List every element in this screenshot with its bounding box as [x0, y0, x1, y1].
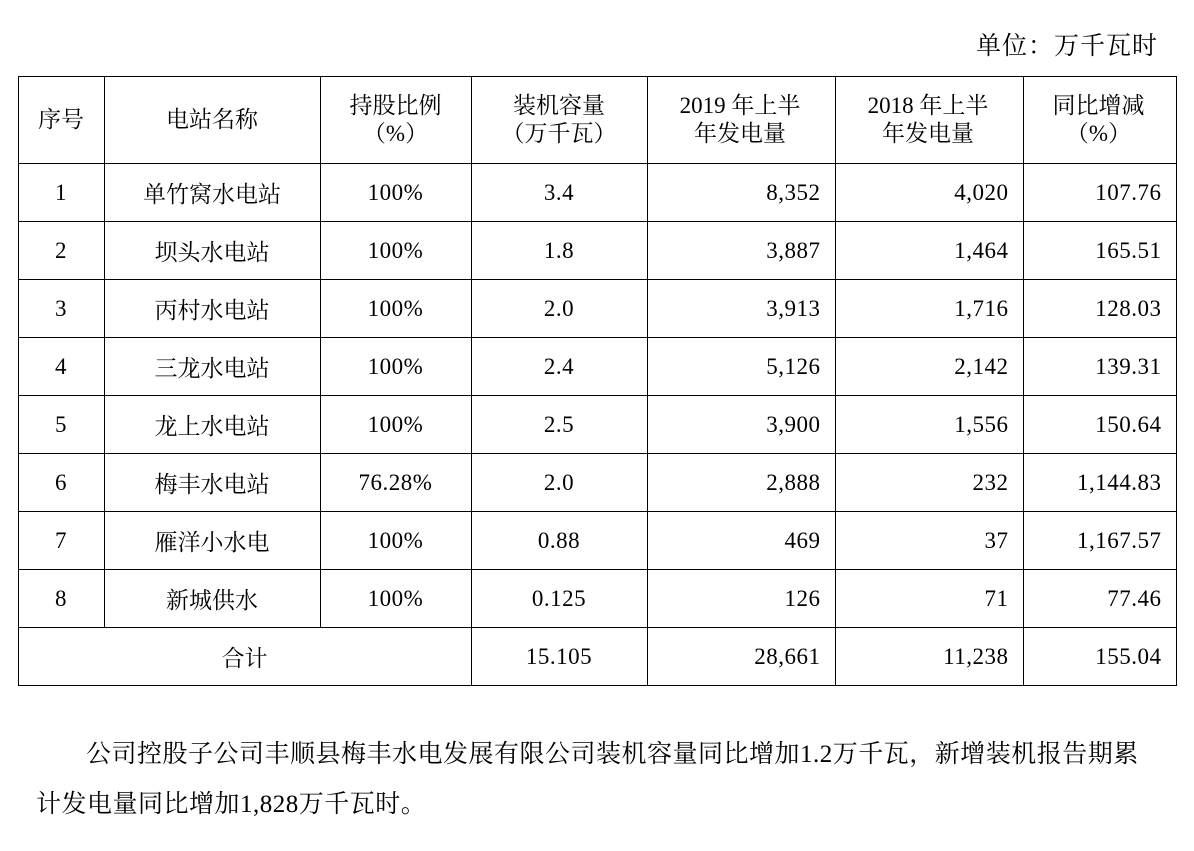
table-row [18, 222, 1176, 280]
cell-station-name: 单竹窝水电站 [104, 164, 320, 222]
cell-index: 3 [18, 280, 104, 338]
table-row [18, 570, 1176, 628]
power-station-table [18, 76, 1177, 686]
header-station-name [104, 77, 320, 164]
cell-capacity: 0.88 [471, 512, 647, 570]
header-generation-2018-line2: 年发电量 [882, 121, 974, 146]
header-yoy-change [1023, 77, 1176, 164]
cell-generation-2019: 3,900 [647, 396, 835, 454]
header-capacity-line1: 装机容量 [513, 92, 605, 118]
cell-station-name: 梅丰水电站 [104, 454, 320, 512]
cell-holding-ratio: 100% [320, 164, 471, 222]
cell-yoy: 1,167.57 [1023, 512, 1176, 570]
cell-generation-2018: 71 [835, 570, 1023, 628]
header-capacity-line2: （万千瓦） [501, 121, 617, 146]
cell-index: 4 [18, 338, 104, 396]
header-generation-2019-line1: 2019 年上半 [679, 92, 801, 118]
header-generation-2018-line1: 2018 年上半 [867, 92, 989, 118]
cell-yoy: 128.03 [1023, 280, 1176, 338]
cell-holding-ratio: 100% [320, 280, 471, 338]
table-row [18, 280, 1176, 338]
cell-generation-2019: 126 [647, 570, 835, 628]
cell-station-name: 坝头水电站 [104, 222, 320, 280]
header-station-name-label: 电站名称 [166, 106, 258, 132]
cell-generation-2018: 1,716 [835, 280, 1023, 338]
cell-yoy: 150.64 [1023, 396, 1176, 454]
cell-generation-2019: 8,352 [647, 164, 835, 222]
header-capacity [471, 77, 647, 164]
header-index [18, 77, 104, 164]
header-generation-2019-line2: 年发电量 [694, 121, 786, 146]
table-header-row [18, 77, 1176, 164]
header-index-label: 序号 [38, 106, 84, 132]
cell-holding-ratio: 100% [320, 512, 471, 570]
cell-station-name: 新城供水 [104, 570, 320, 628]
table-row [18, 512, 1176, 570]
cell-total-generation-2019: 28,661 [647, 628, 835, 686]
header-generation-2018 [835, 77, 1023, 164]
cell-generation-2019: 3,887 [647, 222, 835, 280]
header-yoy-line1: 同比增减 [1052, 92, 1145, 118]
cell-generation-2018: 37 [835, 512, 1023, 570]
cell-index: 5 [18, 396, 104, 454]
cell-capacity: 0.125 [471, 570, 647, 628]
cell-index: 7 [18, 512, 104, 570]
table-header [18, 77, 1176, 164]
cell-yoy: 139.31 [1023, 338, 1176, 396]
cell-capacity: 2.0 [471, 454, 647, 512]
cell-holding-ratio: 100% [320, 570, 471, 628]
cell-yoy: 107.76 [1023, 164, 1176, 222]
cell-yoy: 1,144.83 [1023, 454, 1176, 512]
cell-capacity: 1.8 [471, 222, 647, 280]
table-total-row [18, 628, 1176, 686]
table-row [18, 338, 1176, 396]
cell-station-name: 三龙水电站 [104, 338, 320, 396]
cell-generation-2019: 5,126 [647, 338, 835, 396]
cell-generation-2019: 469 [647, 512, 835, 570]
header-yoy-line2: （%） [1065, 121, 1132, 146]
header-generation-2019 [647, 77, 835, 164]
cell-generation-2018: 1,556 [835, 396, 1023, 454]
table-row [18, 164, 1176, 222]
header-holding-ratio-line1: 持股比例 [349, 92, 442, 118]
cell-holding-ratio: 76.28% [320, 454, 471, 512]
unit-note: 单位：万千瓦时 [975, 33, 1158, 60]
cell-total-yoy: 155.04 [1023, 628, 1176, 686]
cell-holding-ratio: 100% [320, 338, 471, 396]
cell-yoy: 165.51 [1023, 222, 1176, 280]
cell-station-name: 雁洋小水电 [104, 512, 320, 570]
cell-generation-2018: 2,142 [835, 338, 1023, 396]
cell-total-label: 合计 [18, 628, 471, 686]
table-body [18, 164, 1176, 686]
body-paragraph: 公司控股子公司丰顺县梅丰水电发展有限公司装机容量同比增加1.2万千瓦，新增装机报告期累计发电量同比增加1,828万千瓦时。 [36, 741, 1139, 818]
cell-capacity: 2.5 [471, 396, 647, 454]
cell-index: 8 [18, 570, 104, 628]
cell-generation-2019: 3,913 [647, 280, 835, 338]
cell-index: 2 [18, 222, 104, 280]
cell-capacity: 3.4 [471, 164, 647, 222]
table-row [18, 454, 1176, 512]
cell-holding-ratio: 100% [320, 396, 471, 454]
header-holding-ratio-line2: （%） [362, 121, 429, 146]
cell-yoy: 77.46 [1023, 570, 1176, 628]
cell-generation-2018: 1,464 [835, 222, 1023, 280]
cell-generation-2019: 2,888 [647, 454, 835, 512]
cell-capacity: 2.0 [471, 280, 647, 338]
table-row [18, 396, 1176, 454]
header-holding-ratio [320, 77, 471, 164]
cell-capacity: 2.4 [471, 338, 647, 396]
cell-station-name: 龙上水电站 [104, 396, 320, 454]
cell-index: 6 [18, 454, 104, 512]
cell-generation-2018: 4,020 [835, 164, 1023, 222]
cell-generation-2018: 232 [835, 454, 1023, 512]
cell-total-capacity: 15.105 [471, 628, 647, 686]
cell-total-generation-2018: 11,238 [835, 628, 1023, 686]
cell-index: 1 [18, 164, 104, 222]
cell-holding-ratio: 100% [320, 222, 471, 280]
cell-station-name: 丙村水电站 [104, 280, 320, 338]
